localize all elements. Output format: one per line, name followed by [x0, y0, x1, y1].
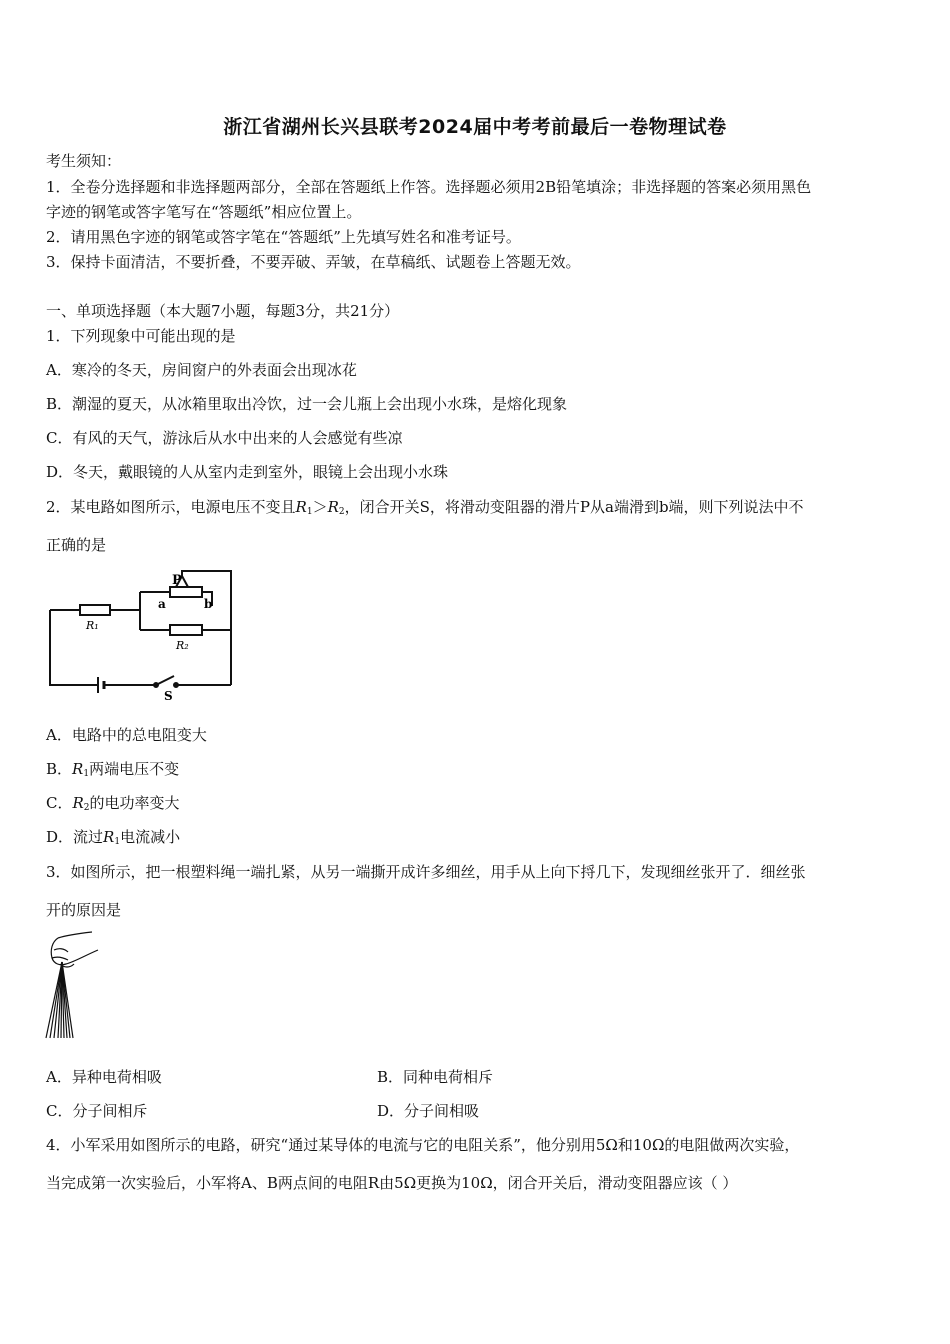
r1-symbol: R [103, 828, 115, 846]
question-2-option-d [46, 827, 180, 852]
r2-label: R₂ [176, 639, 189, 652]
question-3-option-a: A．异种电荷相吸 [46, 1068, 162, 1086]
question-1-option-c: C．有风的天气，游泳后从水中出来的人会感觉有些凉 [46, 429, 403, 447]
r2-subscript: 2 [338, 507, 345, 517]
question-1-option-a: A．寒冷的冬天，房间窗户的外表面会出现冰花 [46, 361, 357, 379]
question-1-stem: 1．下列现象中可能出现的是 [46, 327, 236, 345]
r1-subscript: 1 [83, 769, 90, 779]
circuit-diagram [44, 568, 244, 703]
question-2-stem-continued: 正确的是 [46, 536, 107, 554]
option-text: 的电功率变大 [89, 794, 180, 812]
notice-item: 1．全卷分选择题和非选择题两部分，全部在答题纸上作答。选择题必须用2B铅笔填涂；非选择题的答案必须用黑色 [46, 178, 812, 196]
option-prefix: D．流过 [46, 828, 104, 846]
question-3-option-d: D．分子间相吸 [377, 1102, 480, 1120]
option-text: 电流减小 [120, 828, 181, 846]
question-1-option-b: B．潮湿的夏天，从冰箱里取出冷饮，过一会儿瓶上会出现小水珠，是熔化现象 [46, 395, 568, 413]
r1-symbol: R [72, 760, 84, 778]
question-2-stem-text: ，闭合开关S，将滑动变阻器的滑片P从a端滑到b端，则下列说法中不 [344, 498, 804, 516]
question-2-stem-text: 2．某电路如图所示，电源电压不变且 [46, 498, 296, 516]
option-text: 两端电压不变 [89, 760, 180, 778]
question-4-stem: 4．小军采用如图所示的电路，研究“通过某导体的电流与它的电阻关系”，他分别用5Ω和10Ω的电阻做两次实验， [46, 1136, 800, 1154]
slider-end-b-label: b [204, 597, 213, 611]
question-2-option-a: A．电路中的总电阻变大 [46, 726, 207, 744]
notice-heading: 考生须知： [46, 152, 122, 170]
r1-subscript: 1 [114, 837, 121, 847]
question-2-stem [46, 497, 804, 522]
option-prefix: B． [46, 760, 73, 778]
plastic-rope-illustration [40, 928, 110, 1043]
switch-label: S [164, 689, 173, 703]
question-1-option-d: D．冬天，戴眼镜的人从室内走到室外，眼镜上会出现小水珠 [46, 463, 449, 481]
question-3-option-b: B．同种电荷相斥 [377, 1068, 494, 1086]
slider-end-a-label: a [158, 597, 166, 611]
page-title: 浙江省湖州长兴县联考2024届中考考前最后一卷物理试卷 [223, 116, 727, 138]
r1-symbol: R [295, 498, 307, 516]
notice-item: 字迹的钢笔或答字笔写在“答题纸”相应位置上。 [46, 203, 362, 221]
question-3-stem: 3．如图所示，把一根塑料绳一端扎紧，从另一端撕开成许多细丝，用手从上向下捋几下，发现细丝张开了．细丝张 [46, 863, 806, 881]
question-3-option-c: C．分子间相斥 [46, 1102, 148, 1120]
r1-subscript: 1 [306, 507, 313, 517]
option-prefix: C． [46, 794, 73, 812]
section-heading: 一、单项选择题（本大题7小题，每题3分，共21分） [46, 302, 400, 320]
question-2-option-c [46, 793, 180, 818]
r2-symbol: R [72, 794, 84, 812]
slider-label-p: P [172, 573, 182, 588]
r2-symbol: R [327, 498, 339, 516]
notice-item: 2．请用黑色字迹的钢笔或答字笔在“答题纸”上先填写姓名和准考证号。 [46, 228, 521, 246]
question-2-option-b [46, 759, 179, 784]
greater-than: ＞ [312, 498, 328, 516]
r2-subscript: 2 [83, 803, 90, 813]
question-4-stem-continued: 当完成第一次实验后，小军将A、B两点间的电阻R由5Ω更换为10Ω，闭合开关后，滑动变阻器应该（ ） [46, 1174, 738, 1192]
r1-label: R₁ [86, 619, 99, 632]
notice-item: 3．保持卡面清洁，不要折叠，不要弄破、弄皱，在草稿纸、试题卷上答题无效。 [46, 253, 581, 271]
question-3-stem-continued: 开的原因是 [46, 901, 122, 919]
